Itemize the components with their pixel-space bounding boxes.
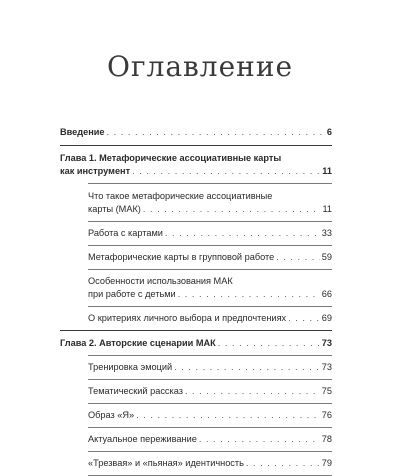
toc-page-number: 59 bbox=[321, 252, 332, 262]
dot-leader bbox=[165, 227, 320, 240]
separator-line bbox=[88, 269, 332, 270]
toc-page-number: 69 bbox=[321, 313, 332, 323]
dot-leader bbox=[218, 337, 320, 350]
toc-entry-label: Актуальное переживание bbox=[88, 434, 197, 444]
table-of-contents bbox=[60, 126, 332, 476]
toc-entry[interactable] bbox=[60, 190, 332, 216]
separator-line bbox=[88, 355, 332, 356]
dot-leader bbox=[288, 312, 320, 325]
separator-line bbox=[88, 379, 332, 380]
toc-page-number: 73 bbox=[321, 362, 332, 372]
toc-entry-label: Глава 1. Метафорические ассоциативные карты bbox=[60, 153, 282, 163]
separator-line bbox=[88, 221, 332, 222]
toc-entry-label: Особенности использования МАК bbox=[88, 276, 233, 286]
toc-page-number: 66 bbox=[321, 289, 332, 299]
separator-line bbox=[88, 183, 332, 184]
toc-entry[interactable] bbox=[60, 385, 332, 398]
toc-entry[interactable] bbox=[60, 361, 332, 374]
dot-leader bbox=[276, 251, 320, 264]
toc-entry[interactable] bbox=[60, 251, 332, 264]
separator-line bbox=[88, 403, 332, 404]
toc-entry-label: Метафорические карты в групповой работе bbox=[88, 252, 275, 262]
toc-entry-label: Введение bbox=[60, 127, 105, 137]
toc-entry-label: Образ «Я» bbox=[88, 410, 135, 420]
toc-entry[interactable] bbox=[60, 433, 332, 446]
toc-entry-label: Что такое метафорические ассоциативные bbox=[88, 191, 273, 201]
toc-entry-intro[interactable] bbox=[60, 126, 332, 139]
separator-line bbox=[60, 145, 332, 146]
toc-page-number: 11 bbox=[322, 166, 332, 176]
toc-entry-label: Работа с картами bbox=[88, 228, 163, 238]
toc-page-number: 33 bbox=[321, 228, 332, 238]
separator-line bbox=[88, 245, 332, 246]
dot-leader bbox=[174, 361, 320, 374]
toc-entry-label: как инструмент bbox=[60, 166, 131, 176]
toc-page-number: 73 bbox=[321, 338, 332, 348]
dot-leader bbox=[107, 126, 325, 139]
dot-leader bbox=[143, 203, 321, 216]
toc-entry-label: Тренировка эмоций bbox=[88, 362, 173, 372]
toc-chapter-2[interactable] bbox=[60, 337, 332, 350]
dot-leader bbox=[246, 457, 320, 470]
toc-page-number: 11 bbox=[322, 204, 332, 214]
toc-entry-label: при работе с детьми bbox=[88, 289, 176, 299]
dot-leader bbox=[136, 409, 320, 422]
toc-entry[interactable] bbox=[60, 312, 332, 325]
separator-line bbox=[88, 427, 332, 428]
toc-page-number: 78 bbox=[321, 434, 332, 444]
toc-entry-label: «Трезвая» и «пьяная» идентичность bbox=[88, 458, 244, 468]
toc-entry[interactable] bbox=[60, 275, 332, 301]
toc-page-number: 75 bbox=[321, 386, 332, 396]
separator-line bbox=[88, 451, 332, 452]
separator-line bbox=[60, 330, 332, 331]
toc-entry-label: Тематический рассказ bbox=[88, 386, 183, 396]
toc-entry-label: Глава 2. Авторские сценарии МАК bbox=[60, 338, 216, 348]
separator-line bbox=[88, 306, 332, 307]
toc-entry-label: О критериях личного выбора и предпочтениях bbox=[88, 313, 287, 323]
toc-page-number: 79 bbox=[321, 458, 332, 468]
toc-page-number: 6 bbox=[326, 127, 332, 137]
toc-entry-label: карты (МАК) bbox=[88, 204, 141, 214]
page-title: Оглавление bbox=[106, 50, 294, 83]
toc-entry[interactable] bbox=[60, 457, 332, 470]
dot-leader bbox=[199, 433, 320, 446]
dot-leader bbox=[178, 288, 320, 301]
dot-leader bbox=[185, 385, 320, 398]
toc-entry[interactable] bbox=[60, 227, 332, 240]
toc-entry[interactable] bbox=[60, 409, 332, 422]
toc-chapter-1[interactable] bbox=[60, 152, 332, 178]
dot-leader bbox=[132, 165, 320, 178]
toc-page-number: 76 bbox=[321, 410, 332, 420]
